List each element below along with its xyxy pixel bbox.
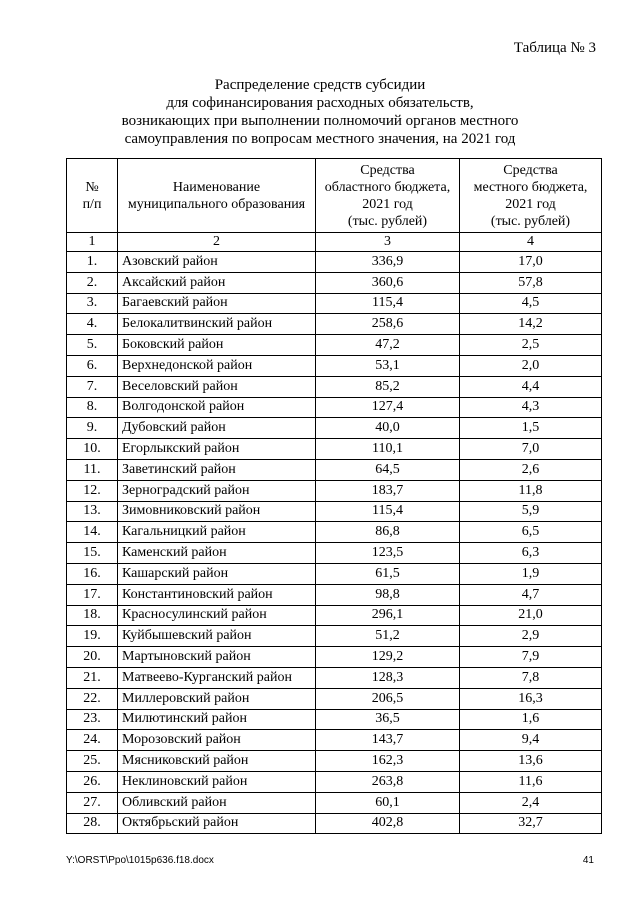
regional-budget-value: 53,1: [316, 355, 460, 376]
table-row: [67, 605, 602, 626]
column-header-municipality: Наименование муниципального образования: [118, 159, 316, 233]
regional-budget-value: 64,5: [316, 459, 460, 480]
regional-budget-value: 206,5: [316, 688, 460, 709]
table-row: [67, 335, 602, 356]
municipality-name: Мартыновский район: [118, 647, 316, 668]
municipality-name: Морозовский район: [118, 730, 316, 751]
row-number: 27.: [67, 792, 118, 813]
header-row: [67, 159, 602, 233]
regional-budget-value: 60,1: [316, 792, 460, 813]
row-number: 24.: [67, 730, 118, 751]
municipality-name: Милютинский район: [118, 709, 316, 730]
row-number: 11.: [67, 459, 118, 480]
local-budget-value: 2,9: [460, 626, 602, 647]
row-number: 23.: [67, 709, 118, 730]
local-budget-value: 4,7: [460, 584, 602, 605]
caption-line: для софинансирования расходных обязательств,: [166, 95, 474, 111]
row-number: 2.: [67, 272, 118, 293]
municipality-name: Белокалитвинский район: [118, 314, 316, 335]
column-number: 2: [118, 233, 316, 252]
municipality-name: Константиновский район: [118, 584, 316, 605]
regional-budget-value: 98,8: [316, 584, 460, 605]
regional-budget-value: 183,7: [316, 480, 460, 501]
row-number: 3.: [67, 293, 118, 314]
municipality-name: Егорлыкский район: [118, 439, 316, 460]
footer-file-path: Y:\ORST\Ppo\1015p636.f18.docx: [66, 855, 214, 866]
row-number: 17.: [67, 584, 118, 605]
row-number: 9.: [67, 418, 118, 439]
local-budget-value: 1,5: [460, 418, 602, 439]
local-budget-value: 14,2: [460, 314, 602, 335]
local-budget-value: 6,5: [460, 522, 602, 543]
local-budget-value: 17,0: [460, 252, 602, 273]
column-number-row: [67, 233, 602, 252]
table-row: [67, 522, 602, 543]
local-budget-value: 9,4: [460, 730, 602, 751]
table-row: [67, 584, 602, 605]
municipality-name: Обливский район: [118, 792, 316, 813]
local-budget-value: 7,9: [460, 647, 602, 668]
municipality-name: Куйбышевский район: [118, 626, 316, 647]
regional-budget-value: 162,3: [316, 751, 460, 772]
local-budget-value: 21,0: [460, 605, 602, 626]
footer-page-number: 41: [582, 855, 594, 866]
municipality-name: Каменский район: [118, 543, 316, 564]
municipality-name: Зимовниковский район: [118, 501, 316, 522]
row-number: 6.: [67, 355, 118, 376]
table-row: [67, 688, 602, 709]
row-number: 14.: [67, 522, 118, 543]
table-row: [67, 647, 602, 668]
table-row: [67, 293, 602, 314]
table-row: [67, 751, 602, 772]
regional-budget-value: 86,8: [316, 522, 460, 543]
row-number: 16.: [67, 563, 118, 584]
table-row: [67, 252, 602, 273]
row-number: 22.: [67, 688, 118, 709]
local-budget-value: 2,0: [460, 355, 602, 376]
caption-line: возникающих при выполнении полномочий органов местного: [121, 113, 519, 129]
row-number: 15.: [67, 543, 118, 564]
municipality-name: Багаевский район: [118, 293, 316, 314]
municipality-name: Кагальницкий район: [118, 522, 316, 543]
row-number: 19.: [67, 626, 118, 647]
municipality-name: Волгодонской район: [118, 397, 316, 418]
caption-line: самоуправления по вопросам местного значения, на 2021 год: [124, 131, 516, 147]
table-row: [67, 563, 602, 584]
local-budget-value: 1,6: [460, 709, 602, 730]
regional-budget-value: 61,5: [316, 563, 460, 584]
column-header-regional-budget: Средства областного бюджета, 2021 год (тыс. рублей): [316, 159, 460, 233]
regional-budget-value: 296,1: [316, 605, 460, 626]
table-row: [67, 626, 602, 647]
local-budget-value: 2,5: [460, 335, 602, 356]
regional-budget-value: 110,1: [316, 439, 460, 460]
local-budget-value: 4,5: [460, 293, 602, 314]
column-header-number: № п/п: [67, 159, 118, 233]
regional-budget-value: 127,4: [316, 397, 460, 418]
municipality-name: Мясниковский район: [118, 751, 316, 772]
regional-budget-value: 85,2: [316, 376, 460, 397]
table-row: [67, 543, 602, 564]
table-label: Таблица № 3: [513, 40, 596, 56]
regional-budget-value: 40,0: [316, 418, 460, 439]
table-row: [67, 418, 602, 439]
row-number: 10.: [67, 439, 118, 460]
table-caption: [0, 76, 640, 148]
regional-budget-value: 51,2: [316, 626, 460, 647]
municipality-name: Октябрьский район: [118, 813, 316, 834]
column-header-local-budget: Средства местного бюджета, 2021 год (тыс. рублей): [460, 159, 602, 233]
local-budget-value: 11,6: [460, 771, 602, 792]
table-row: [67, 771, 602, 792]
row-number: 8.: [67, 397, 118, 418]
regional-budget-value: 336,9: [316, 252, 460, 273]
municipality-name: Верхнедонской район: [118, 355, 316, 376]
local-budget-value: 16,3: [460, 688, 602, 709]
municipality-name: Зерноградский район: [118, 480, 316, 501]
local-budget-value: 11,8: [460, 480, 602, 501]
municipality-name: Матвеево-Курганский район: [118, 667, 316, 688]
row-number: 5.: [67, 335, 118, 356]
local-budget-value: 57,8: [460, 272, 602, 293]
regional-budget-value: 263,8: [316, 771, 460, 792]
table-row: [67, 709, 602, 730]
regional-budget-value: 360,6: [316, 272, 460, 293]
local-budget-value: 7,0: [460, 439, 602, 460]
regional-budget-value: 123,5: [316, 543, 460, 564]
row-number: 13.: [67, 501, 118, 522]
row-number: 28.: [67, 813, 118, 834]
table-row: [67, 439, 602, 460]
row-number: 21.: [67, 667, 118, 688]
local-budget-value: 6,3: [460, 543, 602, 564]
row-number: 20.: [67, 647, 118, 668]
regional-budget-value: 36,5: [316, 709, 460, 730]
municipality-name: Веселовский район: [118, 376, 316, 397]
regional-budget-value: 258,6: [316, 314, 460, 335]
regional-budget-value: 128,3: [316, 667, 460, 688]
column-number: 4: [460, 233, 602, 252]
table-row: [67, 501, 602, 522]
row-number: 12.: [67, 480, 118, 501]
table-row: [67, 459, 602, 480]
column-number: 3: [316, 233, 460, 252]
table-row: [67, 730, 602, 751]
table-row: [67, 792, 602, 813]
local-budget-value: 2,4: [460, 792, 602, 813]
municipality-name: Азовский район: [118, 252, 316, 273]
local-budget-value: 4,3: [460, 397, 602, 418]
row-number: 18.: [67, 605, 118, 626]
municipality-name: Красносулинский район: [118, 605, 316, 626]
regional-budget-value: 115,4: [316, 501, 460, 522]
regional-budget-value: 143,7: [316, 730, 460, 751]
local-budget-value: 32,7: [460, 813, 602, 834]
row-number: 26.: [67, 771, 118, 792]
municipality-name: Миллеровский район: [118, 688, 316, 709]
municipality-name: Боковский район: [118, 335, 316, 356]
row-number: 25.: [67, 751, 118, 772]
municipality-name: Кашарский район: [118, 563, 316, 584]
municipality-name: Аксайский район: [118, 272, 316, 293]
local-budget-value: 2,6: [460, 459, 602, 480]
row-number: 4.: [67, 314, 118, 335]
local-budget-value: 5,9: [460, 501, 602, 522]
table-row: [67, 314, 602, 335]
municipality-name: Неклиновский район: [118, 771, 316, 792]
table-body: [67, 252, 602, 834]
table-row: [67, 397, 602, 418]
subsidy-table: [66, 158, 602, 834]
municipality-name: Заветинский район: [118, 459, 316, 480]
table-row: [67, 376, 602, 397]
table-row: [67, 355, 602, 376]
local-budget-value: 1,9: [460, 563, 602, 584]
table-row: [67, 667, 602, 688]
table-row: [67, 272, 602, 293]
row-number: 1.: [67, 252, 118, 273]
local-budget-value: 4,4: [460, 376, 602, 397]
caption-line: Распределение средств субсидии: [214, 77, 426, 93]
table-row: [67, 480, 602, 501]
column-number: 1: [67, 233, 118, 252]
table-row: [67, 813, 602, 834]
regional-budget-value: 129,2: [316, 647, 460, 668]
regional-budget-value: 115,4: [316, 293, 460, 314]
municipality-name: Дубовский район: [118, 418, 316, 439]
local-budget-value: 13,6: [460, 751, 602, 772]
regional-budget-value: 47,2: [316, 335, 460, 356]
local-budget-value: 7,8: [460, 667, 602, 688]
regional-budget-value: 402,8: [316, 813, 460, 834]
row-number: 7.: [67, 376, 118, 397]
